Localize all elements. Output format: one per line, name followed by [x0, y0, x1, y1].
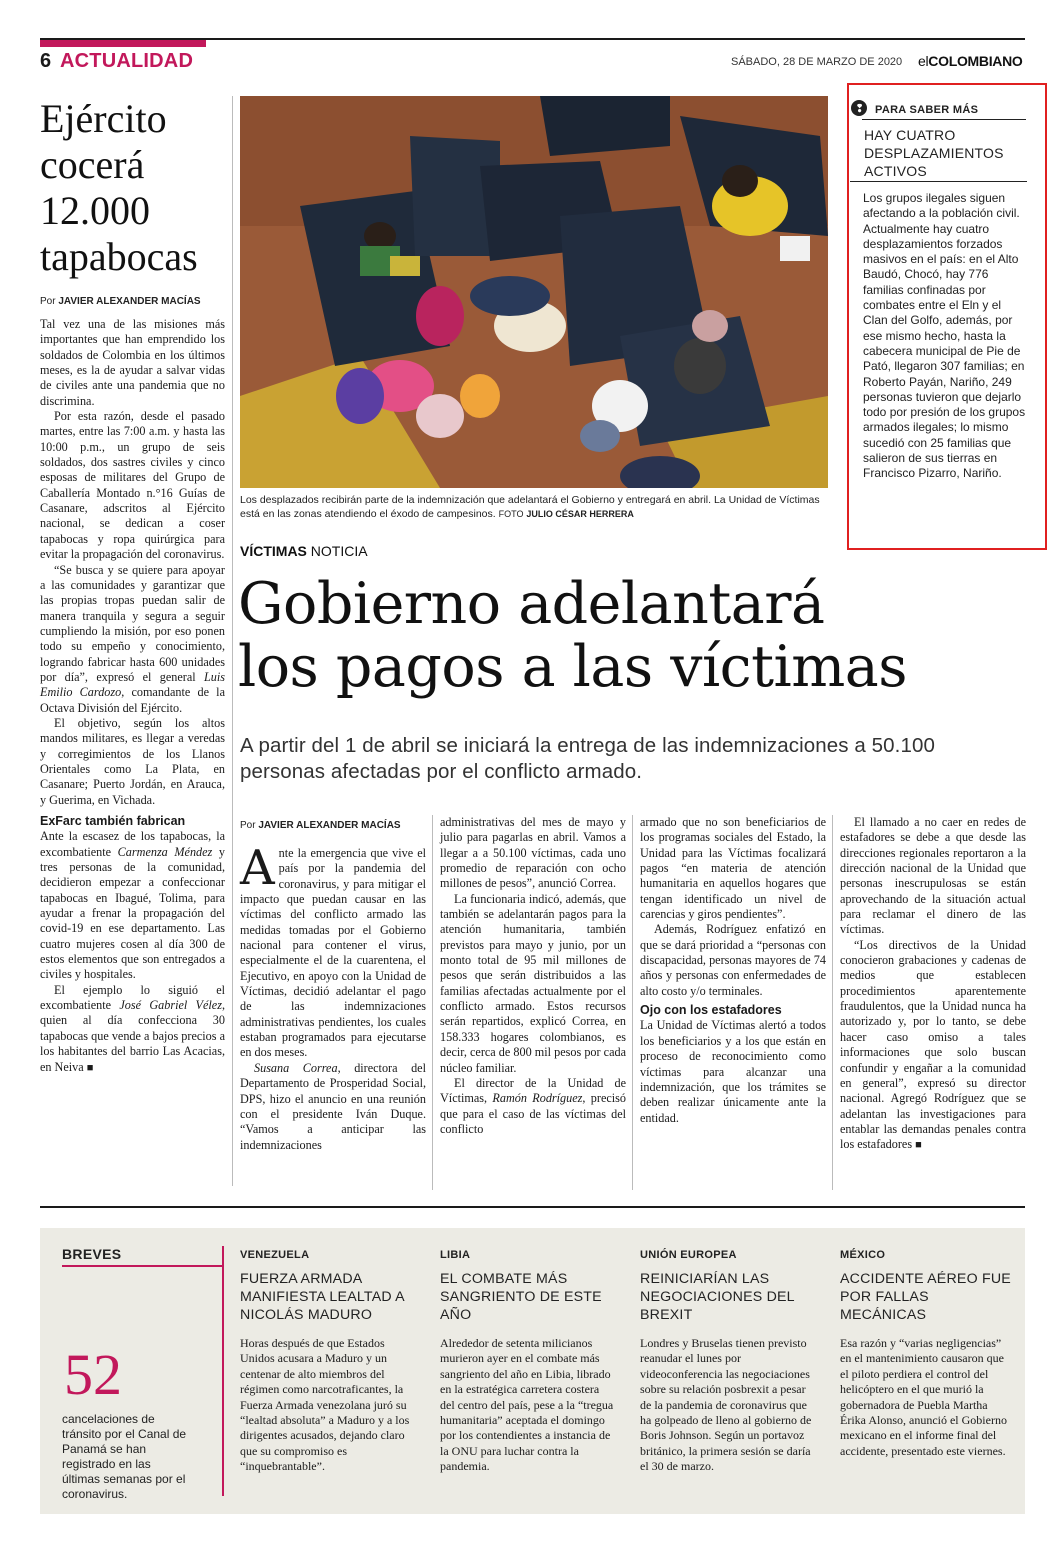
text-run: “Los directivos de la Unidad conocieron grabaciones y cadenas de medios que establecen procedimientos aparentemente fraudulentos, que la Unidad nunca ha autorizado y, por lo tanto, se debe hacer caso omiso a tales informaciones que solo buscan confundir y engañar a la comunidad en general”, expresó su director nacional. Agregó Rodríguez que se adelantan las investigaciones para entablar las demandas penales contra los estafadores — [840, 937, 1026, 1152]
breves-top-rule — [40, 1206, 1025, 1208]
person-name: Susana Correa — [254, 1060, 338, 1075]
brief-body: Alrededor de setenta milicianos murieron ayer en el combate más sangriento del año en Libia, librado en la estratégica carretera costera del centro del país, pese a la “tregua humanitaria” aceptada el domingo por los contendientes a instancia de la ONU para luchar contra la pandemia. — [440, 1336, 614, 1474]
brief-body: Horas después de que Estados Unidos acusara a Maduro y un centenar de alto miembros del régimen como narcotraficantes, la Fuerza Armada venezolana juró su “lealtad absoluta” a Maduro y a los dirigentes acusados, dejando claro que su compromiso es “inquebrantable”. — [240, 1336, 410, 1474]
left-paragraph — [40, 983, 225, 1076]
left-byline — [40, 296, 225, 307]
brief-kicker: MÉXICO — [840, 1249, 886, 1261]
brief-title: ACCIDENTE AÉREO FUE POR FALLAS MECÁNICAS — [840, 1271, 1011, 1323]
article-paragraph — [840, 938, 1026, 1154]
left-paragraph: Tal vez una de las misiones más importantes que han emprendido los soldados de Colombia en los últimos meses, es la de ayudar a salvar vidas de civiles ante una pandemia que no discrimina. — [40, 317, 225, 408]
text-run: nte la emergencia que vive el país por la pandemia del coronavirus, y para mitigar el impacto que puedan causar en las víctimas del conflicto armado las medidas tomadas por el Gobierno nacional para contener el virus, especialmente el de la cuarentena, el Ejecutivo, en apoyo con la Unidad de Víctimas, decidió adelantar el pago de las indemnizaciones administrativas pendientes, los cuales estaban programados para ejecutarse en dos meses. — [240, 846, 426, 1060]
person-name: Luis Emilio Cardozo — [40, 669, 225, 700]
breves-big-number: 52 — [64, 1342, 122, 1407]
byline-name: JAVIER ALEXANDER MACÍAS — [258, 820, 401, 831]
breves-number-caption: cancelaciones de tránsito por el Canal de Panamá se han registrado en las últimas semanas por el coronavirus. — [62, 1412, 187, 1501]
article-paragraph: La funcionaria indicó, además, que también se adelantarán pagos para la atención humanitaria, también previstos para mayo y junio, por un monto total de 95 mil millones de pesos que serán distribuidos a las familias afectadas actualmente por el conflicto armado. Estos recursos serán repartidos, explicó Correa, en 158.333 hogares colombianos, es decir, cerca de 800 mil pesos por cada núcleo familiar. — [440, 891, 626, 1075]
article-subhead: Ojo con los estafadores — [640, 1003, 782, 1018]
kicker-type: NOTICIA — [310, 543, 368, 559]
masthead-el: el — [918, 53, 929, 69]
article-column-3 — [640, 815, 826, 1126]
text-run: “Se busca y se quiere para apoyar a las comunidades y garantizar que las propias tropas puedan salir de manera tranquila y segura a seguir cumpliendo la misión, por eso ponen todo su empeño y conocimiento, logrando fabricar hasta 600 unidades por día”, expresó el general — [40, 562, 225, 684]
photo-illustration — [240, 96, 828, 488]
brief-kicker: VENEZUELA — [240, 1249, 310, 1261]
column-divider — [832, 815, 833, 1190]
brief-item — [840, 1249, 1015, 1459]
person-name: José Gabriel Vélez — [119, 998, 222, 1013]
breves-label: BREVES — [62, 1246, 122, 1262]
left-article — [40, 96, 225, 1076]
caption-text: Los desplazados recibirán parte de la indemnización que adelantará el Gobierno y entregará en abril. La Unidad de Víctimas está en las zonas atendiendo el éxodo de campesinos. — [240, 494, 820, 520]
drop-cap: A — [240, 840, 275, 896]
brief-kicker: UNIÓN EUROPEA — [640, 1249, 737, 1261]
person-name: Carmenza Méndez — [117, 844, 213, 859]
breves-divider — [222, 1246, 224, 1496]
news-photo — [240, 96, 828, 488]
main-headline — [238, 573, 1038, 699]
article-column-2 — [440, 815, 626, 1137]
brief-item — [440, 1249, 615, 1475]
article-column-1 — [240, 840, 426, 1153]
left-subhead: ExFarc también fabrican — [40, 814, 186, 828]
text-run: Ante la escasez de los tapabocas, la excombatiente — [40, 829, 225, 859]
left-paragraph — [40, 829, 225, 982]
brief-title: FUERZA ARMADA MANIFIESTA LEALTAD A NICOLÁS MADURO — [240, 1271, 405, 1323]
article-paragraph: La Unidad de Víctimas alertó a todos los beneficiarios y a los que están en proceso de reconocimiento como víctimas para alcanzar una indemnización, que los trámites se deben realizar únicamente ante la entidad. — [640, 1018, 826, 1125]
brief-body: Esa razón y “varias negligencias” en el mantenimiento causaron que el piloto perdiera el control del helicóptero en el que murió la gobernadora de Puebla Martha Érika Alonso, anunció el Gobierno mexicano en el informe final del accidente, presentado este viernes. — [840, 1336, 1007, 1458]
brief-title: EL COMBATE MÁS SANGRIENTO DE ESTE AÑO — [440, 1271, 602, 1323]
text-run: y tres personas de la comunidad, decidieron empezar a confeccionar tapabocas en Ibagué, Tolima, para ayudar a frenar la propagación del covid-19 en ese departamento. Las cuatro mujeres cosen al día 300 de estos elementos que son entregados a civiles y hospitales. — [40, 844, 225, 982]
left-paragraph: Por esta razón, desde el pasado martes, entre las 7:00 a.m. y hasta las 10:00 p.m., un grupo de seis soldados, dos sastres civiles y cinco esposas de militares del Grupo de Caballería Montado n.°16 Guías de Casanare, adscritos al Ejército nacional, se dedican a coser tapabocas y ropa quirúrgica para evitar la propagación del coronavirus. — [40, 409, 225, 562]
section-name: ACTUALIDAD — [60, 50, 194, 72]
left-headline: Ejército cocerá 12.000 tapabocas — [40, 96, 198, 279]
text-run: , quien al día confecciona 30 tapabocas que vende a bajos precios a los habitantes del barrio Las Acacias, en Neiva — [40, 998, 225, 1074]
brief-body: Londres y Bruselas tienen previsto reanudar el lunes por videoconferencia las negociaciones sobre su relación posbrexit a pesar de la pandemia de coronavirus que ha golpeado de lleno al gobierno de Boris Johnson. Según un portavoz británico, la primera sesión se daría el 30 de marzo. — [640, 1336, 812, 1474]
photo-credit-name: JULIO CÉSAR HERRERA — [526, 509, 634, 519]
byline-prefix: Por — [40, 296, 56, 307]
text-run: El ejemplo lo siguió el excombatiente — [40, 982, 225, 1013]
article-column-4 — [840, 815, 1026, 1154]
issue-date: SÁBADO, 28 DE MARZO DE 2020 — [731, 56, 903, 68]
brief-title: REINICIARÍAN LAS NEGOCIACIONES DEL BREXIT — [640, 1271, 795, 1323]
person-name: Ramón Rodríguez — [492, 1091, 583, 1106]
end-mark: ■ — [915, 1139, 922, 1152]
sidebar-title: HAY CUATRO DESPLAZAMIENTOS ACTIVOS — [864, 127, 1004, 179]
article-paragraph — [440, 1076, 626, 1137]
headline-line: Gobierno adelantará — [238, 571, 825, 637]
brief-kicker: LIBIA — [440, 1249, 471, 1261]
page-number: 6 — [40, 50, 52, 72]
text-run: , comandante de la Octava División del Ejército. — [40, 685, 225, 715]
text-run: , directora del Departamento de Prosperidad Social, DPS, hizo el anuncio en una reunión con el presidente Iván Duque. “Vamos a anticipar las indemnizaciones — [240, 1060, 426, 1152]
byline-prefix: Por — [240, 820, 256, 831]
end-mark: ■ — [86, 1061, 94, 1074]
text-run: El director de la Unidad de Víctimas, — [440, 1075, 626, 1106]
kicker-section: VÍCTIMAS — [240, 543, 307, 559]
sidebar-kicker: PARA SABER MÁS — [875, 104, 979, 116]
article-paragraph — [240, 840, 426, 1061]
article-paragraph: Además, Rodríguez enfatizó en que se dará prioridad a “personas con discapacidad, personas mayores de 74 años y personas con enfermedades de alto costo y/o terminales. — [640, 922, 826, 998]
info-bubble-glyph: ❢ — [855, 102, 865, 115]
main-byline — [240, 820, 401, 831]
article-paragraph: El llamado a no caer en redes de estafadores se debe a que desde las direcciones regionales reportaron a la dirección nacional de la Unidad que personas inescrupulosas se están aprovechando de la situación actual para reclamar el dinero de las víctimas. — [840, 815, 1026, 937]
photo-caption — [240, 493, 828, 521]
brief-item — [240, 1249, 415, 1475]
brief-item — [640, 1249, 815, 1475]
masthead-name: COLOMBIANO — [928, 53, 1023, 69]
sidebar-rule — [850, 181, 1027, 182]
column-divider — [232, 96, 233, 1186]
left-paragraph — [40, 563, 225, 716]
sidebar-body: Los grupos ilegales siguen afectando a la población civil. Actualmente hay cuatro desplazamientos forzados masivos en el país: en el Alto Baudó, Chocó, hay 776 familias confinadas por combates entre el Eln y el Clan del Golfo, además, por ese mismo hecho, hasta la cabecera municipal de Pie de Pató, llegaron 307 familias; en Roberto Payán, Nariño, 249 personas tuvieron que dejarlo todo por presión de los grupos armados ilegales; lo mismo sucedió con 25 familias que salieron de sus tierras en Francisco Pizarro, Nariño. — [863, 191, 1026, 481]
section-accent-bar — [40, 40, 206, 47]
sidebar-rule — [862, 119, 1026, 120]
text-run: , precisó que para el caso de las víctimas del conflicto — [440, 1091, 626, 1136]
masthead-logo — [918, 53, 1023, 69]
article-kicker — [240, 543, 368, 559]
byline-name: JAVIER ALEXANDER MACÍAS — [58, 296, 201, 307]
left-body — [40, 317, 225, 1076]
headline-line: los pagos a las víctimas — [238, 634, 908, 700]
article-lede: A partir del 1 de abril se iniciará la entrega de las indemnizaciones a 50.100 personas afectadas por el conflicto armado. — [240, 734, 935, 783]
article-paragraph — [240, 1061, 426, 1153]
photo-credit-label: FOTO — [498, 509, 524, 519]
article-paragraph: armado que no son beneficiarios de los programas sociales del Estado, la Unidad para las Víctimas focalizará pagos “en materia de atención humanitaria en aquellos hogares que tengan identificado un nivel de carencias y giros pendientes”. — [640, 815, 826, 922]
left-paragraph: El objetivo, según los altos mandos militares, es llegar a veredas y corregimientos de los Llanos Orientales como La Plata, en Casanare; Puerto Jordán, en Arauca, y Guerima, en Vichada. — [40, 715, 225, 807]
column-divider — [632, 815, 633, 1190]
column-divider — [432, 815, 433, 1190]
breves-label-rule — [62, 1265, 222, 1267]
article-paragraph: administrativas del mes de mayo y julio para pagarlas en abril. Vamos a llegar a a 50.100 víctimas, cada uno promedio de reparación con ocho millones de pesos”, anunció Correa. — [440, 815, 626, 891]
